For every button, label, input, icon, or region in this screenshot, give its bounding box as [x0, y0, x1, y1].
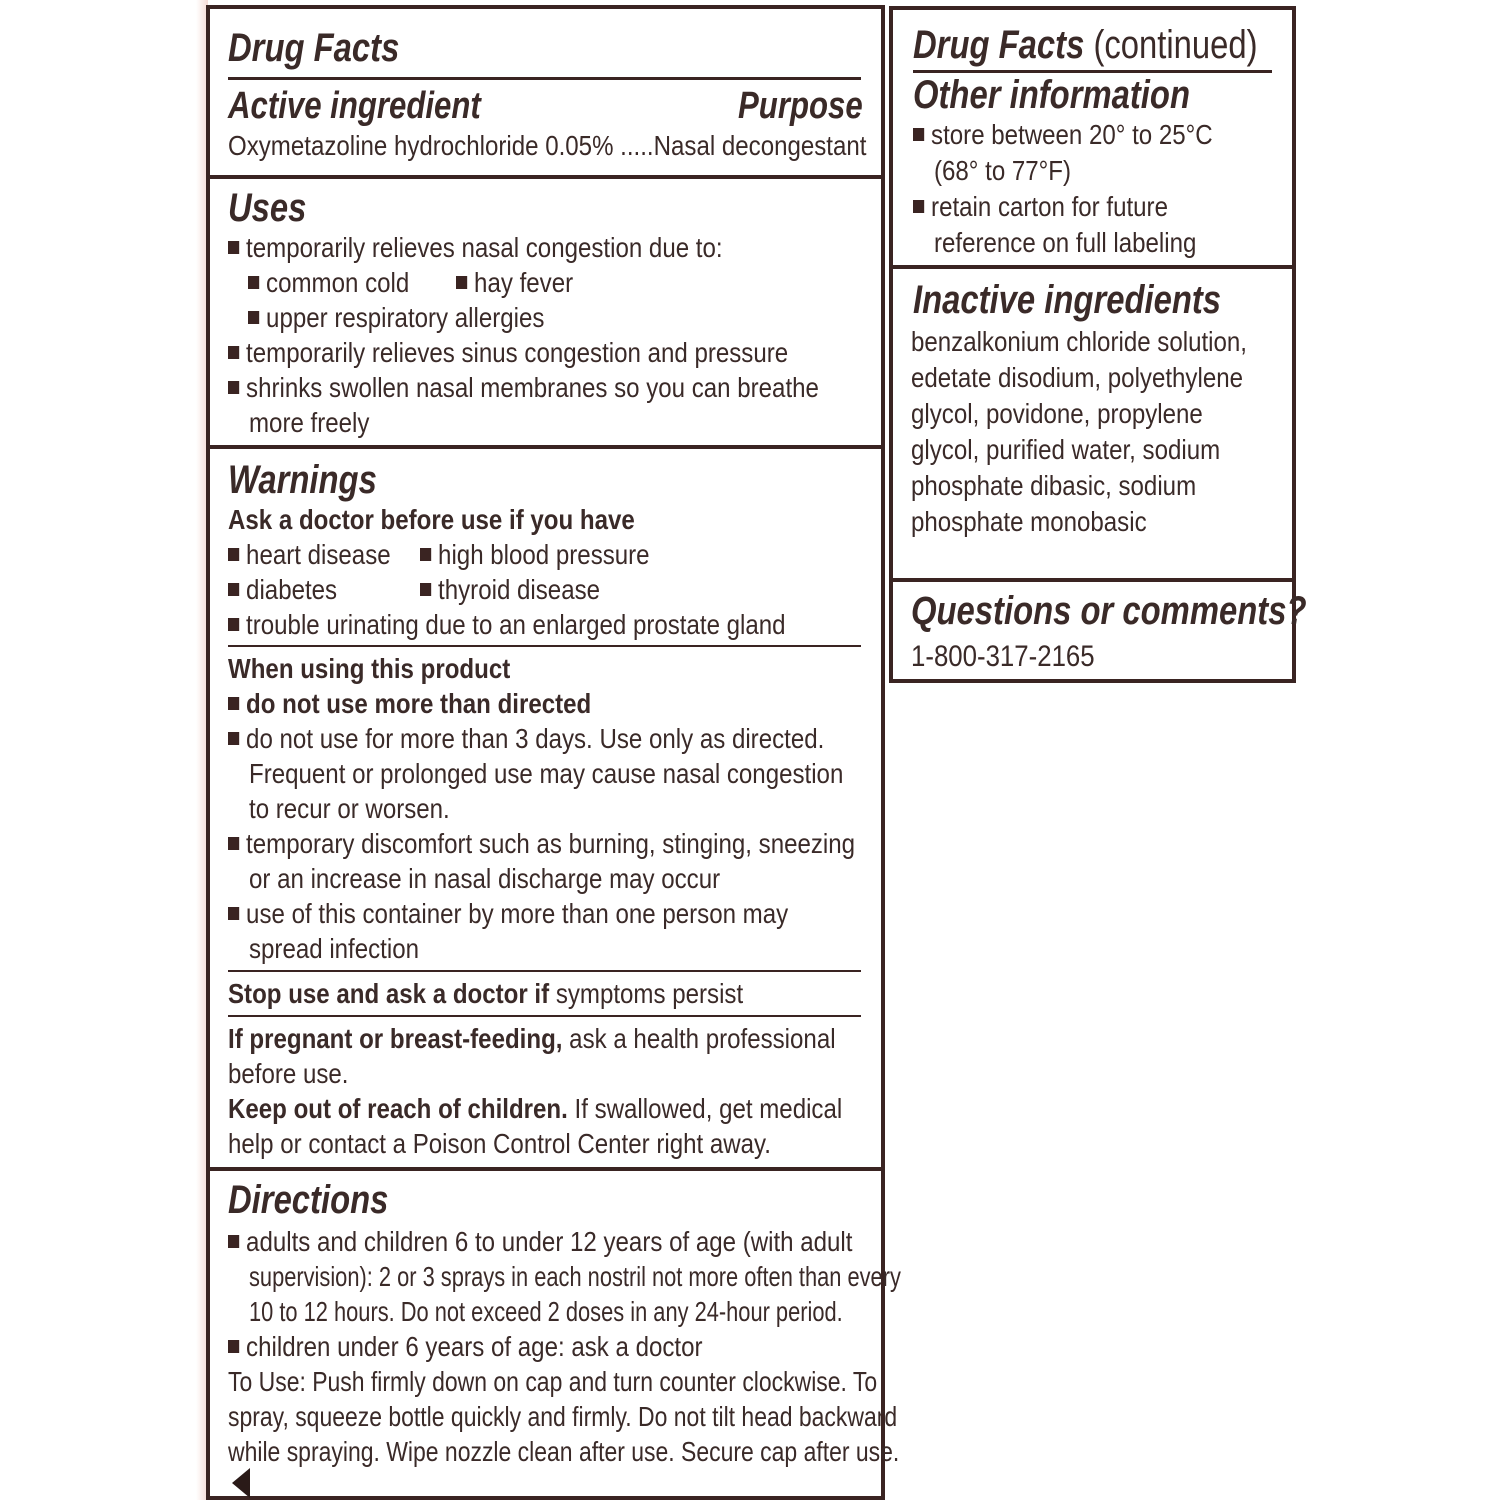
to-use-line: spray, squeeze bottle quickly and firmly. Do not tilt head backward [228, 1401, 898, 1432]
when-using-item-continued: spread infection [249, 933, 420, 964]
other-info-item: retain carton for future [913, 190, 1168, 224]
uses-item: shrinks swollen nasal membranes so you can breathe [228, 371, 819, 405]
bullet-icon [228, 241, 239, 254]
uses-item: common cold [248, 266, 409, 300]
ask-doctor-heading: Ask a doctor before use if you have [228, 504, 635, 535]
inactive-ingredients-line: glycol, purified water, sodium [911, 434, 1221, 465]
warnings-rule [228, 645, 861, 647]
questions-section [893, 578, 1307, 679]
bullet-icon [228, 1235, 239, 1248]
uses-item: upper respiratory allergies [248, 301, 544, 335]
directions-item-continued: 10 to 12 hours. Do not exceed 2 doses in any 24-hour period. [249, 1296, 843, 1327]
other-information-heading: Other information [913, 73, 1190, 117]
when-using-item: do not use more than directed [228, 687, 591, 721]
inactive-ingredients-line: benzalkonium chloride solution, [911, 326, 1247, 357]
bullet-icon [913, 200, 924, 213]
title-rule [228, 77, 861, 80]
uses-item-continued: more freely [249, 407, 370, 438]
bullet-icon [913, 128, 924, 141]
bullet-icon [228, 381, 239, 394]
active-ingredient-heading: Active ingredient [228, 85, 481, 127]
uses-item: temporarily relieves sinus congestion and pressure [228, 336, 788, 370]
bullet-icon [248, 276, 259, 289]
bullet-icon [228, 618, 239, 631]
when-using-heading: When using this product [228, 653, 511, 684]
pregnant-line: If pregnant or breast-feeding, ask a health professional [228, 1023, 836, 1054]
other-info-item-continued: (68° to 77°F) [934, 155, 1072, 186]
pregnant-line-continued: before use. [228, 1058, 349, 1089]
directions-item-continued: supervision): 2 or 3 sprays in each nostril not more often than every [249, 1261, 901, 1292]
when-using-item: do not use for more than 3 days. Use only as directed. [228, 722, 824, 756]
other-info-item-continued: reference on full labeling [934, 227, 1197, 258]
inactive-ingredients-heading: Inactive ingredients [913, 278, 1222, 322]
directions-item: adults and children 6 to under 12 years of age (with adult [228, 1225, 852, 1259]
warnings-heading: Warnings [228, 458, 377, 502]
active-ingredient-section [210, 9, 881, 175]
bullet-icon [228, 1340, 239, 1353]
inactive-ingredients-section [893, 265, 1292, 578]
drug-facts-panel [206, 5, 901, 1500]
questions-heading: Questions or comments? [911, 589, 1307, 633]
bullet-icon [228, 697, 239, 710]
bullet-icon [228, 837, 239, 850]
inactive-ingredients-line: phosphate monobasic [911, 506, 1147, 537]
stop-use-line: Stop use and ask a doctor if symptoms persist [228, 978, 744, 1009]
warnings-rule [228, 1015, 861, 1017]
phone-number: 1-800-317-2165 [911, 640, 1095, 673]
inactive-ingredients-line: glycol, povidone, propylene [911, 398, 1203, 429]
condition-item: diabetes [228, 573, 337, 607]
drug-facts-title: Drug Facts [228, 26, 400, 70]
bullet-icon [228, 732, 239, 745]
inactive-ingredients-line: edetate disodium, polyethylene [911, 362, 1244, 393]
uses-heading: Uses [228, 186, 307, 230]
directions-section [210, 1167, 901, 1500]
uses-item: hay fever [456, 266, 573, 300]
bullet-icon [228, 907, 239, 920]
when-using-item-continued: or an increase in nasal discharge may occur [249, 863, 721, 894]
directions-heading: Directions [228, 1178, 389, 1222]
when-using-item: use of this container by more than one person may [228, 897, 788, 931]
bullet-icon [420, 548, 431, 561]
drug-facts-continued-panel [889, 6, 1307, 683]
condition-item: thyroid disease [420, 573, 600, 607]
to-use-line: To Use: Push firmly down on cap and turn counter clockwise. To [228, 1366, 878, 1397]
bullet-icon [228, 548, 239, 561]
inactive-ingredients-line: phosphate dibasic, sodium [911, 470, 1197, 501]
active-ingredient-line: Oxymetazoline hydrochloride 0.05% .....Nasal decongestant [228, 130, 867, 161]
keep-out-line-continued: help or contact a Poison Control Center right away. [228, 1128, 771, 1159]
arrow-left-icon [232, 1468, 250, 1498]
condition-item: trouble urinating due to an enlarged prostate gland [228, 608, 786, 642]
bullet-icon [228, 346, 239, 359]
uses-item: temporarily relieves nasal congestion due to: [228, 231, 723, 265]
bullet-icon [228, 583, 239, 596]
when-using-item-continued: to recur or worsen. [249, 793, 450, 824]
when-using-item: temporary discomfort such as burning, stinging, sneezing [228, 827, 855, 861]
other-info-item: store between 20° to 25°C [913, 118, 1213, 152]
condition-item: high blood pressure [420, 538, 650, 572]
bullet-icon [248, 311, 259, 324]
to-use-line: while spraying. Wipe nozzle clean after use. Secure cap after use. [228, 1436, 900, 1467]
purpose-heading: Purpose [738, 85, 863, 127]
drug-facts-continued-title: Drug Facts (continued) [913, 23, 1258, 67]
uses-section [210, 175, 881, 445]
other-information-section [893, 10, 1292, 265]
when-using-item-continued: Frequent or prolonged use may cause nasal congestion [249, 758, 844, 789]
directions-item: children under 6 years of age: ask a doctor [228, 1330, 703, 1364]
bullet-icon [456, 276, 467, 289]
warnings-section [210, 445, 881, 1167]
keep-out-line: Keep out of reach of children. If swallowed, get medical [228, 1093, 843, 1124]
condition-item: heart disease [228, 538, 391, 572]
warnings-rule [228, 970, 861, 972]
bullet-icon [420, 583, 431, 596]
